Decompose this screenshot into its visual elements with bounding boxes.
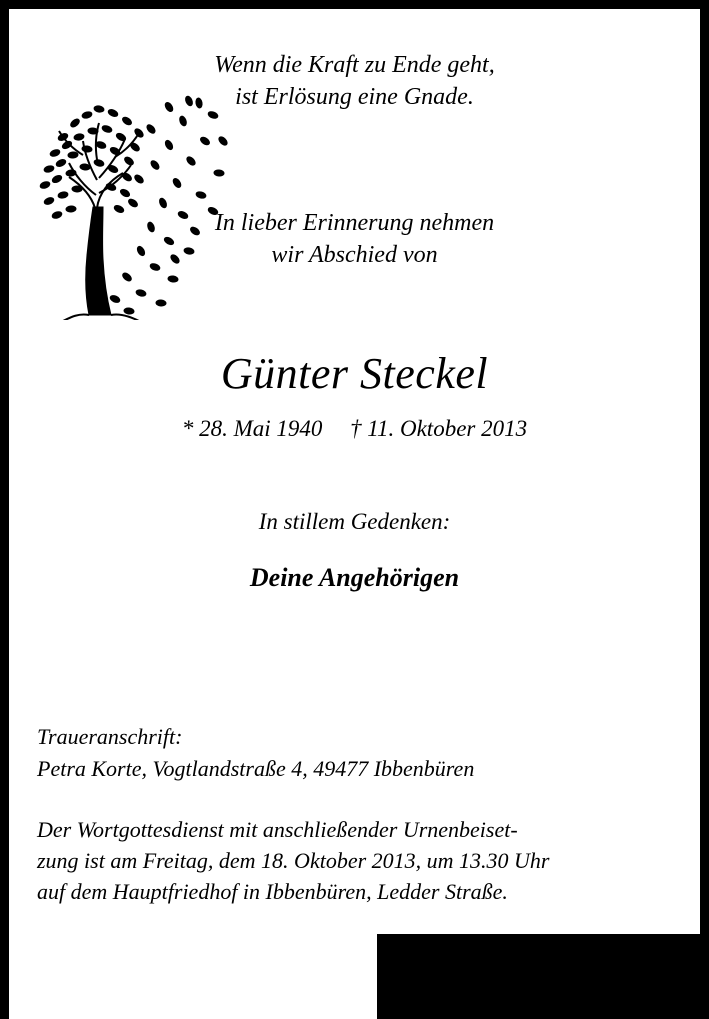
obituary-card [9, 9, 700, 934]
birth-symbol: * [181, 416, 194, 441]
service-line-1: Der Wortgottesdienst mit anschließender Urnenbeiset- [37, 817, 518, 842]
verse-line-2: ist Erlösung eine Gnade. [235, 84, 474, 110]
mourning-address-block [37, 721, 672, 785]
remembrance-line-2: wir Abschied von [271, 242, 438, 268]
birth-date: 28. Mai 1940 [199, 416, 323, 441]
service-line-2: zung ist am Freitag, dem 18. Oktober 2013, um 13.30 Uhr [37, 848, 550, 873]
verse-line-1: Wenn die Kraft zu Ende geht, [214, 52, 495, 78]
deceased-dates [9, 414, 700, 444]
verse-block [9, 49, 700, 113]
deceased-name: Günter Steckel [220, 349, 489, 398]
remembrance-block [9, 207, 700, 271]
memory-signature: Deine Angehörigen [249, 563, 460, 592]
mourning-address-value: Petra Korte, Vogtlandstraße 4, 49477 Ibbenbüren [37, 756, 475, 781]
memory-label: In stillem Gedenken: [258, 509, 451, 534]
mourning-address-label: Traueranschrift: [37, 724, 183, 749]
service-line-3: auf dem Hauptfriedhof in Ibbenbüren, Ledder Straße. [37, 879, 508, 904]
service-details-block [37, 814, 672, 907]
bottom-left-white-block [9, 934, 377, 1019]
remembrance-line-1: In lieber Erinnerung nehmen [214, 210, 495, 236]
death-symbol: † [349, 416, 362, 441]
death-date: 11. Oktober 2013 [367, 416, 528, 441]
